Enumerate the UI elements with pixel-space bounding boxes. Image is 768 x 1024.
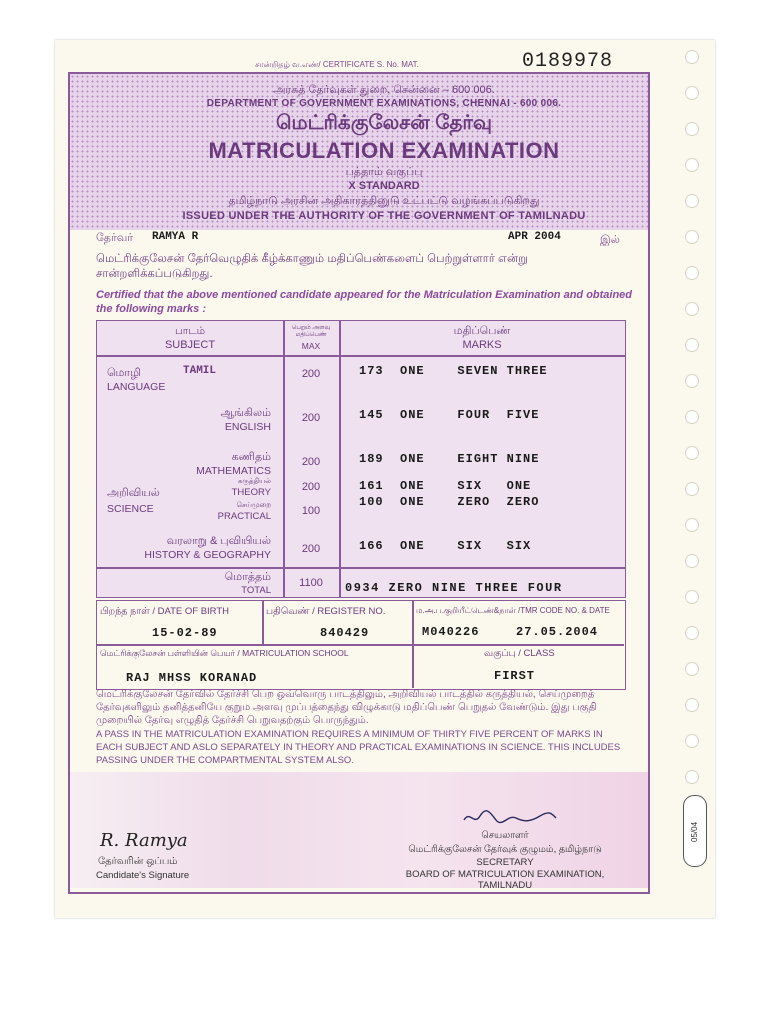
- candidate-name: RAMYA R: [152, 231, 199, 243]
- pass-rules-tamil: மெட்ரிக்குலேசன் தேர்வில் தேர்ச்சி பெற ஒவ்வொரு பாடத்திலும், அறிவியல் பாடத்தில் கருத்தியல், செய்முறைத் தேர்வுகளிலும் தனித்தனியே குறும அளவு முப்பத்தைந்து விழுக்காடு மதிப்பெண் பெறுதல் வேண்டும். இது பகுதி முறையில் தேர்வு எழுதித் தேர்ச்சி பெறுவதற்கும் பொருந்தும்.: [96, 689, 597, 726]
- punch-hole: [685, 446, 699, 460]
- theory-label-en: THEORY: [231, 487, 271, 498]
- total-max: 1100: [299, 577, 323, 589]
- in-label: இல்: [600, 234, 620, 246]
- school-label: மெட்ரிக்குலேசன் பள்ளியின் பெயர் / MATRICULATION SCHOOL: [100, 648, 349, 658]
- total-label-en: TOTAL: [241, 585, 271, 596]
- total-divider: [97, 567, 625, 569]
- punch-hole: [685, 230, 699, 244]
- tmr-date: 27.05.2004: [516, 625, 599, 639]
- max-marks: 200: [301, 481, 321, 493]
- punch-hole: [685, 590, 699, 604]
- subject-header-ta: பாடம்: [174, 325, 206, 337]
- header-divider: [97, 355, 625, 357]
- marks-table: [96, 320, 626, 598]
- secretary-title-ta: செயலாளர்: [481, 830, 529, 841]
- marks-value: 173 ONE SEVEN THREE: [359, 364, 548, 378]
- marks-value: 100 ONE ZERO ZERO: [359, 495, 540, 509]
- history-label-en: HISTORY & GEOGRAPHY: [144, 549, 271, 561]
- punch-hole: [685, 770, 699, 784]
- history-label-ta: வரலாறு & புவியியல்: [166, 535, 271, 547]
- science-label-ta: அறிவியல்: [107, 487, 160, 499]
- authority-tamil: தமிழ்நாடு அரசின் அதிகாரத்தினுடு உட்பட்டு வழங்கப்படுகிறது: [228, 195, 540, 207]
- class-label: வகுப்பு / CLASS: [484, 648, 555, 659]
- punch-hole: [685, 302, 699, 316]
- secretary-title-en: SECRETARY: [476, 857, 534, 868]
- candidate-signature: R. Ramya: [100, 830, 188, 851]
- details-divider: [262, 600, 264, 644]
- punch-hole: [685, 338, 699, 352]
- science-label-en: SCIENCE: [107, 503, 154, 515]
- secretary-signature: [460, 808, 560, 828]
- class-value: FIRST: [494, 669, 536, 683]
- marks-header-ta: மதிப்பெண்: [453, 325, 511, 337]
- marks-value: 166 ONE SIX SIX: [359, 539, 532, 553]
- certificate-number: 0189978: [522, 50, 614, 73]
- punch-hole: [685, 518, 699, 532]
- tmr-label: ம.அ.ப.குறியீட்டெண்&நாள் /TMR CODE NO. & DATE: [416, 606, 610, 615]
- marks-value: 161 ONE SIX ONE: [359, 479, 532, 493]
- language-label-en: LANGUAGE: [107, 381, 166, 393]
- details-divider: [96, 644, 624, 646]
- candidate-signature-label-ta: தேர்வரின் ஒப்பம்: [98, 856, 178, 867]
- standard-english: X STANDARD: [348, 180, 420, 192]
- school-value: RAJ MHSS KORANAD: [126, 671, 258, 685]
- theory-label-ta: கருத்தியல்: [237, 478, 271, 485]
- board-name-en: BOARD OF MATRICULATION EXAMINATION, TAMILNADU: [405, 869, 605, 891]
- punch-hole: [685, 410, 699, 424]
- practical-label-en: PRACTICAL: [217, 511, 271, 522]
- marks-value: 189 ONE EIGHT NINE: [359, 452, 540, 466]
- certification-text-tamil: மெட்ரிக்குலேசன் தேர்வெழுதிக் கீழ்க்காணும் மதிப்பெண்களைப் பெற்றுள்ளார் என்று சான்றளிக்கப்படுகிறது.: [96, 253, 528, 280]
- max-marks: 200: [301, 456, 321, 468]
- tmr-code: M040226: [422, 625, 480, 639]
- english-label-en: ENGLISH: [224, 421, 271, 433]
- punch-hole: [685, 698, 699, 712]
- subject-header-en: SUBJECT: [164, 339, 216, 351]
- standard-tamil: பத்தாம் வகுப்பு: [345, 166, 423, 178]
- exam-label: தேர்வர்: [96, 232, 133, 244]
- punch-hole: [685, 266, 699, 280]
- register-label: பதிவெண் / REGISTER NO.: [266, 606, 386, 617]
- dob-value: 15-02-89: [152, 626, 218, 640]
- marks-header-en: MARKS: [462, 339, 502, 351]
- certification-text-english: Certified that the above mentioned candidate appeared for the Matriculation Examination and obtained the following marks :: [96, 289, 633, 315]
- authority-english: ISSUED UNDER THE AUTHORITY OF THE GOVERNMENT OF TAMILNADU: [182, 210, 586, 222]
- marks-value: 145 ONE FOUR FIVE: [359, 408, 540, 422]
- dob-label: பிறந்த நாள் / DATE OF BIRTH: [100, 606, 230, 617]
- language-label-ta: மொழி: [107, 367, 141, 379]
- exam-title-english: MATRICULATION EXAMINATION: [208, 138, 560, 163]
- language-name: TAMIL: [183, 365, 217, 377]
- board-name-ta: மெட்ரிக்குலேசன் தேர்வுக் குழுமம், தமிழ்நாடு: [408, 844, 602, 855]
- max-header-ta: பெறும் அளவு மதிப்பெண்: [291, 325, 331, 338]
- punch-hole: [685, 374, 699, 388]
- punch-hole: [685, 554, 699, 568]
- punch-hole: [685, 734, 699, 748]
- max-header-en: MAX: [301, 341, 321, 351]
- dept-english: DEPARTMENT OF GOVERNMENT EXAMINATIONS, CHENNAI - 600 006.: [206, 98, 562, 109]
- max-marks: 200: [301, 368, 321, 380]
- punch-hole: [685, 662, 699, 676]
- register-value: 840429: [320, 626, 370, 640]
- total-marks: 0934 ZERO NINE THREE FOUR: [345, 581, 563, 595]
- punch-hole: [685, 50, 699, 64]
- maths-label-ta: கணிதம்: [231, 451, 271, 463]
- total-label-ta: மொத்தம்: [224, 571, 271, 583]
- certificate-number-label: சான்றிதழ் வ.எண்/ CERTIFICATE S. No. MAT.: [255, 60, 419, 69]
- max-marks: 200: [301, 543, 321, 555]
- pass-rules-english: A PASS IN THE MATRICULATION EXAMINATION REQUIRES A MINIMUM OF THIRTY FIVE PERCENT OF MARKS IN EACH SUBJECT AND ASLO SEPARATELY IN THEORY AND PRACTICAL EXAMINATIONS IN SCIENCE. THIS INCLUDES PASSING UNDER THE COMPARTMENTAL SYSTEM ALSO.: [96, 729, 621, 766]
- english-label-ta: ஆங்கிலம்: [220, 407, 271, 419]
- column-divider: [339, 321, 341, 597]
- punch-hole: [685, 626, 699, 640]
- max-marks: 200: [301, 412, 321, 424]
- dept-tamil: அரசுத் தேர்வுகள் துறை, சென்னை – 600 006.: [273, 84, 495, 96]
- side-tab: [683, 795, 707, 867]
- max-marks: 100: [301, 505, 321, 517]
- maths-label-en: MATHEMATICS: [196, 465, 271, 477]
- exam-title-tamil: மெட்ரிக்குலேசன் தேர்வு: [275, 112, 493, 134]
- practical-label-ta: செய்முறை: [236, 502, 271, 509]
- side-tab-label: 05/04: [690, 821, 699, 842]
- punch-hole: [685, 482, 699, 496]
- exam-session: APR 2004: [508, 231, 561, 243]
- candidate-signature-label-en: Candidate's Signature: [96, 870, 190, 881]
